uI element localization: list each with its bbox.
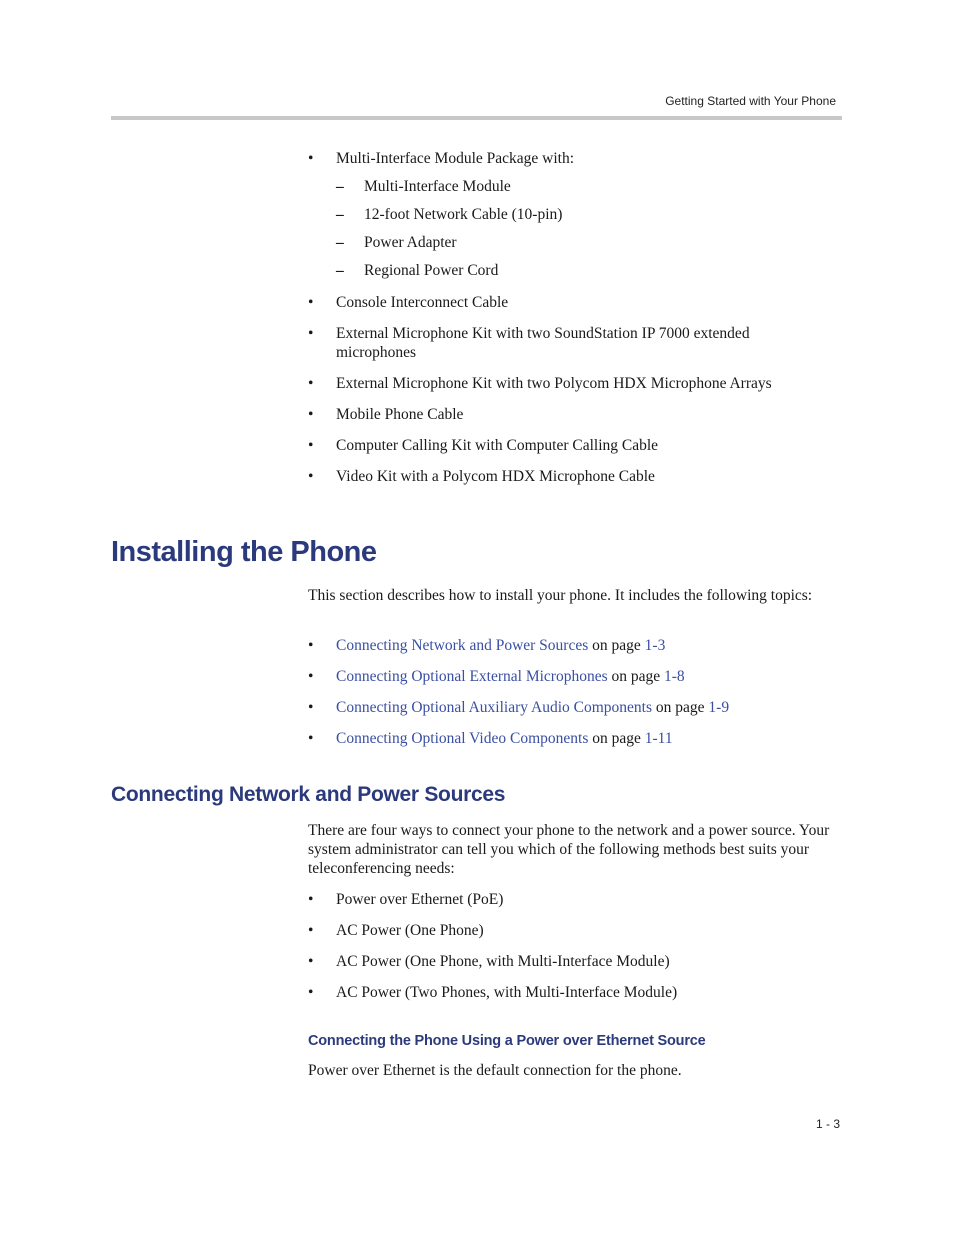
list-item-text: Multi-Interface Module Package with:: [336, 150, 575, 167]
bullet: •: [308, 922, 314, 939]
dash: –: [336, 206, 344, 223]
page-ref-link[interactable]: 1-11: [644, 730, 673, 747]
method-item: [308, 921, 842, 940]
list-item-text: Video Kit with a Polycom HDX Microphone Cable: [336, 468, 655, 485]
sub-list-item-text: Regional Power Cord: [364, 262, 499, 279]
method-text: AC Power (One Phone): [336, 922, 484, 939]
bullet: •: [308, 668, 314, 685]
dash: –: [336, 178, 344, 195]
bullet: •: [308, 637, 314, 654]
sub-list-item: [336, 205, 842, 224]
list-item: [308, 324, 842, 362]
page-ref-link[interactable]: 1-9: [708, 699, 730, 716]
topic-link[interactable]: Connecting Optional External Microphones: [336, 668, 608, 685]
list-item-text: External Microphone Kit with two Polycom HDX Microphone Arrays: [336, 375, 772, 392]
bullet: •: [308, 406, 314, 423]
method-item: [308, 952, 842, 971]
sub-list-item-text: Multi-Interface Module: [364, 178, 511, 195]
bullet: •: [308, 294, 314, 311]
sub-list-item-text: 12-foot Network Cable (10-pin): [364, 206, 563, 223]
on-page-text: on page: [592, 730, 641, 747]
bullet: •: [308, 150, 314, 167]
bullet: •: [308, 891, 314, 908]
list-item-text: Computer Calling Kit with Computer Calling Cable: [336, 437, 659, 454]
list-item: [308, 467, 842, 486]
page-number: 1 - 3: [815, 1117, 840, 1131]
topic-link[interactable]: Connecting Optional Auxiliary Audio Components: [336, 699, 653, 716]
method-text: Power over Ethernet (PoE): [336, 891, 504, 908]
sub-list-item: [336, 261, 842, 280]
list-item: [308, 149, 842, 280]
topic-item: [308, 698, 842, 717]
subsection-heading-poe: Connecting the Phone Using a Power over Ethernet Source: [308, 1033, 706, 1049]
list-item-text: External Microphone Kit with two SoundStation IP 7000 extended microphones: [336, 325, 750, 361]
sub-list: [336, 177, 842, 280]
page-ref-link[interactable]: 1-8: [664, 668, 685, 685]
dash: –: [336, 234, 344, 251]
on-page-text: on page: [592, 637, 641, 654]
sub-list-item: [336, 233, 842, 252]
topic-link[interactable]: Connecting Optional Video Components: [336, 730, 589, 747]
bullet: •: [308, 468, 314, 485]
method-text: AC Power (Two Phones, with Multi-Interface Module): [336, 984, 678, 1001]
on-page-text: on page: [655, 699, 705, 716]
topic-item: [308, 667, 842, 686]
list-item: [308, 293, 842, 312]
bullet: •: [308, 375, 314, 392]
list-item-text: Mobile Phone Cable: [336, 406, 464, 423]
on-page-text: on page: [611, 668, 661, 685]
section-heading-network: Connecting Network and Power Sources: [111, 783, 506, 806]
page-ref-link[interactable]: 1-3: [644, 637, 666, 654]
bullet: •: [308, 437, 314, 454]
running-header: Getting Started with Your Phone: [665, 94, 836, 108]
dash: –: [336, 262, 344, 279]
method-item: [308, 983, 842, 1002]
list-item: [308, 436, 842, 455]
method-item: [308, 890, 842, 909]
topic-item: [308, 729, 842, 748]
bullet: •: [308, 325, 314, 342]
bullet: •: [308, 953, 314, 970]
network-intro: There are four ways to connect your phone to the network and a power source. Your system administrator can tell you which of the following methods best suits your teleconferencing needs:: [308, 822, 830, 877]
topic-item: [308, 636, 842, 655]
method-text: AC Power (One Phone, with Multi-Interface Module): [336, 953, 670, 970]
bullet: •: [308, 730, 314, 747]
topic-link[interactable]: Connecting Network and Power Sources: [336, 637, 589, 654]
header-rule: [111, 116, 842, 120]
installing-intro: This section describes how to install your phone. It includes the following topics:: [308, 587, 813, 604]
package-list: [308, 149, 842, 486]
list-item-text: Console Interconnect Cable: [336, 294, 509, 311]
bullet: •: [308, 699, 314, 716]
sub-list-item-text: Power Adapter: [364, 234, 457, 251]
bullet: •: [308, 984, 314, 1001]
poe-text: Power over Ethernet is the default connection for the phone.: [308, 1062, 682, 1079]
list-item: [308, 374, 842, 393]
methods-list: [308, 890, 842, 1002]
topics-list: [308, 636, 842, 748]
sub-list-item: [336, 177, 842, 196]
section-heading-installing: Installing the Phone: [111, 536, 377, 568]
list-item: [308, 405, 842, 424]
